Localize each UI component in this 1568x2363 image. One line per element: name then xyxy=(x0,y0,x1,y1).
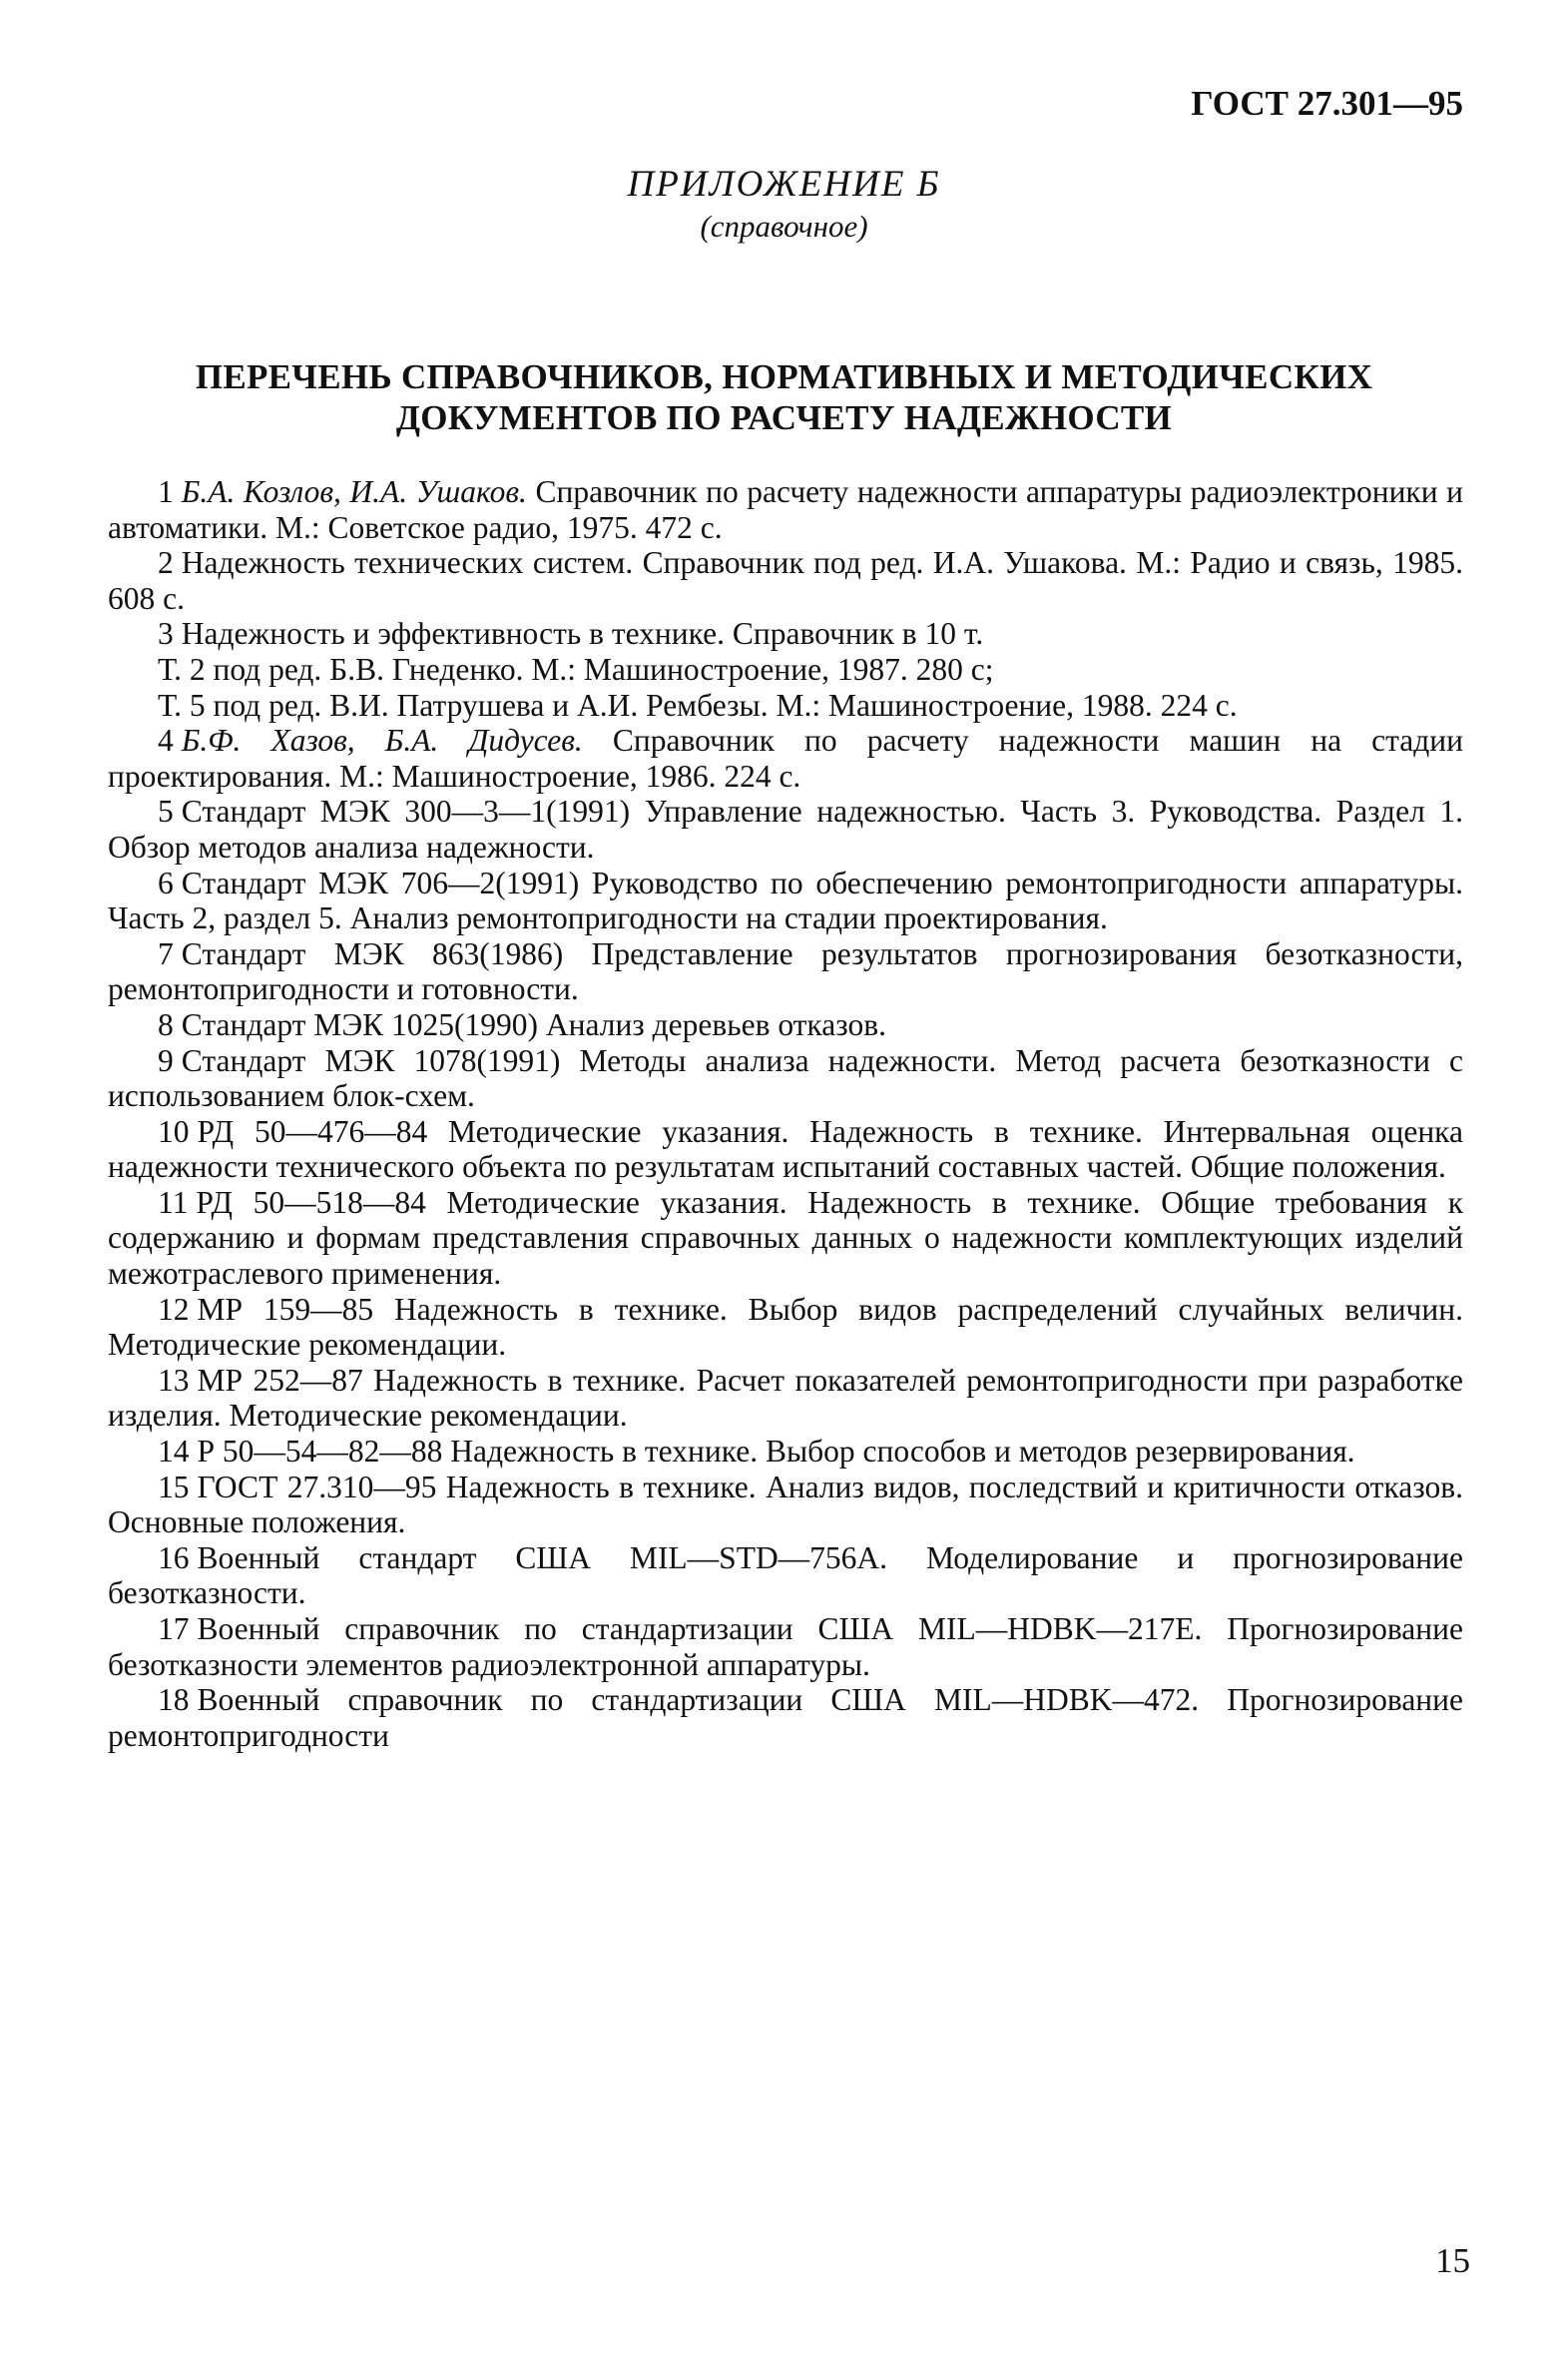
reference-number: 1 xyxy=(158,474,174,509)
reference-number: 12 xyxy=(158,1291,190,1327)
reference-text: Справочник по расчету надежности аппаратуры радиоэлектроники и автоматики. М.: Советское радио, 1975. 472 с. xyxy=(108,474,1464,545)
reference-text: Военный справочник по стандартизации США MIL—HDBK—472. Прогнозирование ремонтопригодности xyxy=(108,1682,1463,1753)
reference-item xyxy=(108,1682,1463,1753)
reference-text: Стандарт МЭК 1078(1991) Методы анализа надежности. Метод расчета безотказности с использованием блок-схем. xyxy=(108,1042,1463,1114)
reference-number: 6 xyxy=(158,865,174,900)
reference-number: 9 xyxy=(158,1042,174,1078)
reference-item xyxy=(108,723,1463,794)
reference-text: Стандарт МЭК 300—3—1(1991) Управление надежностью. Часть 3. Руководства. Раздел 1. Обзор методов анализа надежности. xyxy=(108,794,1463,865)
reference-number: 11 xyxy=(158,1184,189,1220)
reference-list xyxy=(108,474,1463,1753)
reference-number: 14 xyxy=(158,1434,190,1470)
reference-text: Р 50—54—82—88 Надежность в технике. Выбор способов и методов резервирования. xyxy=(197,1434,1355,1470)
reference-text: МР 159—85 Надежность в технике. Выбор видов распределений случайных величин. Методические рекомендации. xyxy=(108,1291,1463,1363)
reference-text: Надежность технических систем. Справочник под ред. И.А. Ушакова. М.: Радио и связь, 1985. 608 с. xyxy=(108,545,1463,616)
reference-text: Стандарт МЭК 1025(1990) Анализ деревьев отказов. xyxy=(181,1006,886,1042)
reference-text: Военный справочник по стандартизации США MIL—HDBK—217E. Прогнозирование безотказности элементов радиоэлектронной аппаратуры. xyxy=(108,1611,1463,1682)
reference-item xyxy=(108,1043,1463,1114)
reference-item xyxy=(108,1363,1463,1434)
reference-item xyxy=(108,1007,1463,1043)
reference-item xyxy=(108,1114,1463,1185)
reference-number: 10 xyxy=(158,1113,190,1149)
reference-item xyxy=(108,474,1463,545)
reference-number: 18 xyxy=(158,1682,190,1718)
reference-number: 7 xyxy=(158,935,174,971)
reference-item xyxy=(108,545,1463,616)
reference-item xyxy=(108,936,1463,1007)
reference-number: 8 xyxy=(158,1006,174,1042)
reference-number: 15 xyxy=(158,1469,190,1504)
reference-item xyxy=(108,1292,1463,1363)
appendix-heading xyxy=(0,163,1568,247)
reference-text: Надежность и эффективность в технике. Справочник в 10 т. xyxy=(181,616,984,652)
reference-text: Стандарт МЭК 863(1986) Представление результатов прогнозирования безотказности, ремонтопригодности и готовности. xyxy=(108,935,1463,1007)
reference-authors: Б.Ф. Хазов, Б.А. Дидусев. xyxy=(181,723,583,759)
reference-text: РД 50—518—84 Методические указания. Надежность в технике. Общие требования к содержанию и формам представления справочных данных о надежности комплектующих изделий межотраслевого применения. xyxy=(108,1184,1463,1292)
reference-number: 2 xyxy=(158,545,174,581)
reference-number: 16 xyxy=(158,1539,190,1575)
reference-number: 3 xyxy=(158,616,174,652)
reference-subline: Т. 5 под ред. В.И. Патрушева и А.И. Рембезы. М.: Машиностроение, 1988. 224 с. xyxy=(158,687,1238,723)
reference-item xyxy=(108,1611,1463,1682)
reference-number: 13 xyxy=(158,1362,190,1398)
reference-item xyxy=(108,1434,1463,1470)
reference-text: РД 50—476—84 Методические указания. Надежность в технике. Интервальная оценка надежности технического объекта по результатам испытаний составных частей. Общие положения. xyxy=(108,1113,1463,1185)
reference-number: 17 xyxy=(158,1611,190,1646)
reference-item xyxy=(108,794,1463,865)
reference-authors: Б.А. Козлов, И.А. Ушаков. xyxy=(181,474,527,509)
reference-item xyxy=(108,1185,1463,1292)
reference-item xyxy=(108,1540,1463,1611)
appendix-title: ПРИЛОЖЕНИЕ Б xyxy=(627,164,941,205)
reference-number: 4 xyxy=(158,723,174,759)
reference-text: Стандарт МЭК 706—2(1991) Руководство по обеспечению ремонтопригодности аппаратуры. Часть 2, раздел 5. Анализ ремонтопригодности на стадии проектирования. xyxy=(108,865,1463,936)
reference-number: 5 xyxy=(158,794,174,830)
reference-subline: Т. 2 под ред. Б.В. Гнеденко. М.: Машиностроение, 1987. 280 с; xyxy=(158,651,994,687)
reference-item xyxy=(108,1470,1463,1540)
reference-item xyxy=(108,866,1463,936)
reference-item xyxy=(108,616,1463,652)
reference-text: МР 252—87 Надежность в технике. Расчет показателей ремонтопригодности при разработке изделия. Методические рекомендации. xyxy=(108,1362,1463,1434)
reference-text: Военный стандарт США MIL—STD—756A. Моделирование и прогнозирование безотказности. xyxy=(108,1539,1463,1611)
reference-text: ГОСТ 27.310—95 Надежность в технике. Анализ видов, последствий и критичности отказов. Основные положения. xyxy=(108,1469,1463,1540)
page-number: 15 xyxy=(1435,2241,1470,2280)
appendix-subtitle: (справочное) xyxy=(700,209,868,244)
list-title: ПЕРЕЧЕНЬ СПРАВОЧНИКОВ, НОРМАТИВНЫХ И МЕТОДИЧЕСКИХ ДОКУМЕНТОВ ПО РАСЧЕТУ НАДЕЖНОСТИ xyxy=(195,357,1373,437)
reference-text: Справочник по расчету надежности машин на стадии проектирования. М.: Машиностроение, 1986. 224 с. xyxy=(108,723,1463,794)
document-code: ГОСТ 27.301—95 xyxy=(1191,84,1463,123)
